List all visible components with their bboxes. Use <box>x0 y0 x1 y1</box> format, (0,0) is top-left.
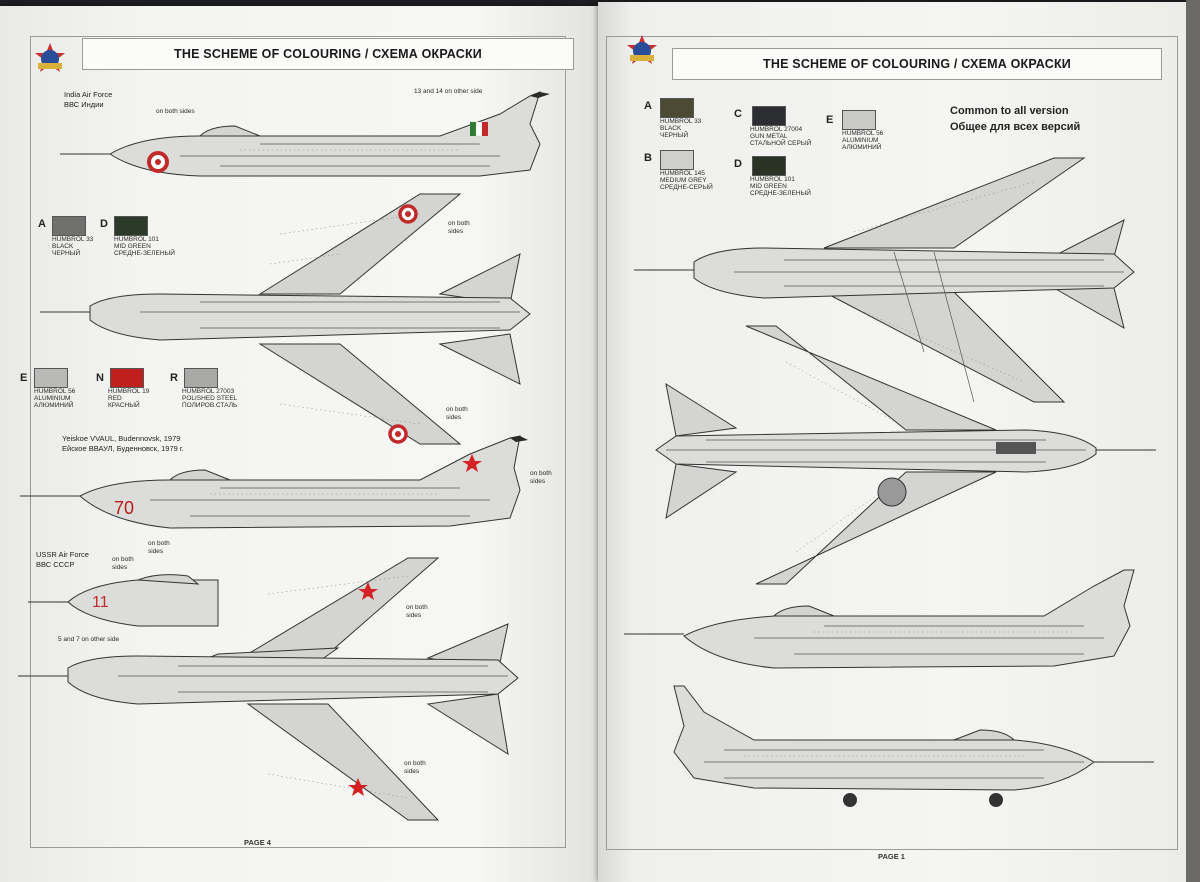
ussr-caption-en: USSR Air Force <box>36 550 89 559</box>
callout-5-7: 5 and 7 on other side <box>58 636 120 643</box>
india-caption-ru: ВВС Индии <box>64 100 104 109</box>
aircraft-top-view-common-2 <box>646 322 1166 592</box>
swatch-right-b-line1: HUMBROL 145 <box>660 170 705 177</box>
swatch-e-line2: ALUMINIUM <box>34 395 71 402</box>
aircraft-side-view-india <box>60 84 550 204</box>
callout-13-14: 13 and 14 on other side <box>414 88 483 95</box>
left-page-title: THE SCHEME OF COLOURING / СХЕМА ОКРАСКИ <box>82 38 574 70</box>
swatch-n-line2: RED <box>108 395 122 402</box>
swatch-d-line1: HUMBROL 101 <box>114 236 159 243</box>
right-sheet <box>598 2 1186 882</box>
swatch-r-line3: ПОЛИРОВ.СТАЛЬ <box>182 402 238 409</box>
swatch-letter-e: E <box>20 372 28 384</box>
swatch-right-c-line1: HUMBROL 27004 <box>750 126 803 133</box>
swatch-right-a-line1: HUMBROL 33 <box>660 118 702 125</box>
swatch-d-line2: MID GREEN <box>114 243 151 250</box>
swatch-right-a-box <box>660 98 694 118</box>
swatch-a-line2: BLACK <box>52 243 74 250</box>
swatch-right-c-box <box>752 106 786 126</box>
swatch-right-e-box <box>842 110 876 130</box>
common-note-ru: Общее для всех версий <box>950 121 1081 133</box>
swatch-right-e-line3: АЛЮМИНИЙ <box>842 144 882 151</box>
yeiskoe-caption-ru: Ейское ВВАУЛ, Буденновск, 1979 г. <box>62 444 184 453</box>
swatch-right-a-line3: ЧЕРНЫЙ <box>660 132 689 139</box>
swatch-letter-n: N <box>96 372 104 384</box>
right-page-title: THE SCHEME OF COLOURING / СХЕМА ОКРАСКИ <box>672 48 1162 80</box>
tail-number-70: 70 <box>114 498 135 518</box>
swatch-right-letter-d: D <box>734 158 742 170</box>
swatch-n-box <box>110 368 144 388</box>
swatch-n-line3: КРАСНЫЙ <box>108 402 140 409</box>
swatch-right-e-line2: ALUMINIUM <box>842 137 879 144</box>
callout-on-both-sides-8: on both sides <box>404 760 426 775</box>
aircraft-side-view-common-2 <box>644 682 1164 822</box>
swatch-r-line1: HUMBROL 27003 <box>182 388 235 395</box>
logo-emblem-right <box>626 34 658 66</box>
swatch-right-c-line3: СТАЛЬНОЙ СЕРЫЙ <box>750 140 812 147</box>
swatch-right-d-line2: MID GREEN <box>750 183 787 190</box>
swatch-right-e-line1: HUMBROL 56 <box>842 130 884 137</box>
callout-on-both-sides-3: on both sides <box>446 406 468 421</box>
swatch-right-letter-e: E <box>826 114 834 126</box>
aircraft-side-view-yeiskoe <box>20 432 540 542</box>
common-note-en: Common to all version <box>950 105 1069 117</box>
ussr-caption-ru: ВВС СССР <box>36 560 75 569</box>
swatch-right-a-line2: BLACK <box>660 125 682 132</box>
background-edge <box>1186 0 1200 882</box>
swatch-e-box <box>34 368 68 388</box>
swatch-n-line1: HUMBROL 19 <box>108 388 150 395</box>
swatch-letter-a: A <box>38 218 46 230</box>
yeiskoe-caption-en: Yeiskoe VVAUL, Budennovsk, 1979 <box>62 434 181 443</box>
swatch-right-c-line2: GUN METAL <box>750 133 788 140</box>
callout-on-both-sides-2: on both sides <box>448 220 470 235</box>
swatch-letter-r: R <box>170 372 178 384</box>
swatch-letter-d: D <box>100 218 108 230</box>
swatch-right-b-line3: СРЕДНЕ-СЕРЫЙ <box>660 184 713 191</box>
swatch-a-line1: HUMBROL 33 <box>52 236 94 243</box>
callout-on-both-sides-4: on both sides <box>530 470 552 485</box>
swatch-r-line2: POLISHED STEEL <box>182 395 238 402</box>
left-page-number: PAGE 4 <box>244 838 271 847</box>
callout-on-both-sides-5: on both sides <box>148 540 170 555</box>
left-sheet <box>0 6 598 882</box>
swatch-r-box <box>184 368 218 388</box>
swatch-right-b-line2: MEDIUM GREY <box>660 177 707 184</box>
swatch-right-d-line3: СРЕДНЕ-ЗЕЛЕНЫЙ <box>750 190 811 197</box>
aircraft-top-view-ussr <box>18 554 528 824</box>
callout-on-both-sides-1: on both sides <box>156 108 195 115</box>
swatch-right-letter-c: C <box>734 108 742 120</box>
swatch-right-letter-a: A <box>644 100 652 112</box>
logo-emblem <box>34 42 66 74</box>
swatch-a-line3: ЧЕРНЫЙ <box>52 250 81 257</box>
swatch-right-letter-b: B <box>644 152 652 164</box>
india-caption-en: India Air Force <box>64 90 113 99</box>
swatch-right-d-line1: HUMBROL 101 <box>750 176 795 183</box>
right-page-number: PAGE 1 <box>878 852 905 861</box>
aircraft-side-view-common-1 <box>624 562 1144 682</box>
swatch-d-line3: СРЕДНЕ-ЗЕЛЕНЫЙ <box>114 250 175 257</box>
callout-on-both-sides-6: on both sides <box>112 556 134 571</box>
swatch-e-line1: HUMBROL 56 <box>34 388 76 395</box>
swatch-e-line3: АЛЮМИНИЙ <box>34 402 74 409</box>
callout-on-both-sides-7: on both sides <box>406 604 428 619</box>
tail-number-11: 11 <box>92 594 109 611</box>
